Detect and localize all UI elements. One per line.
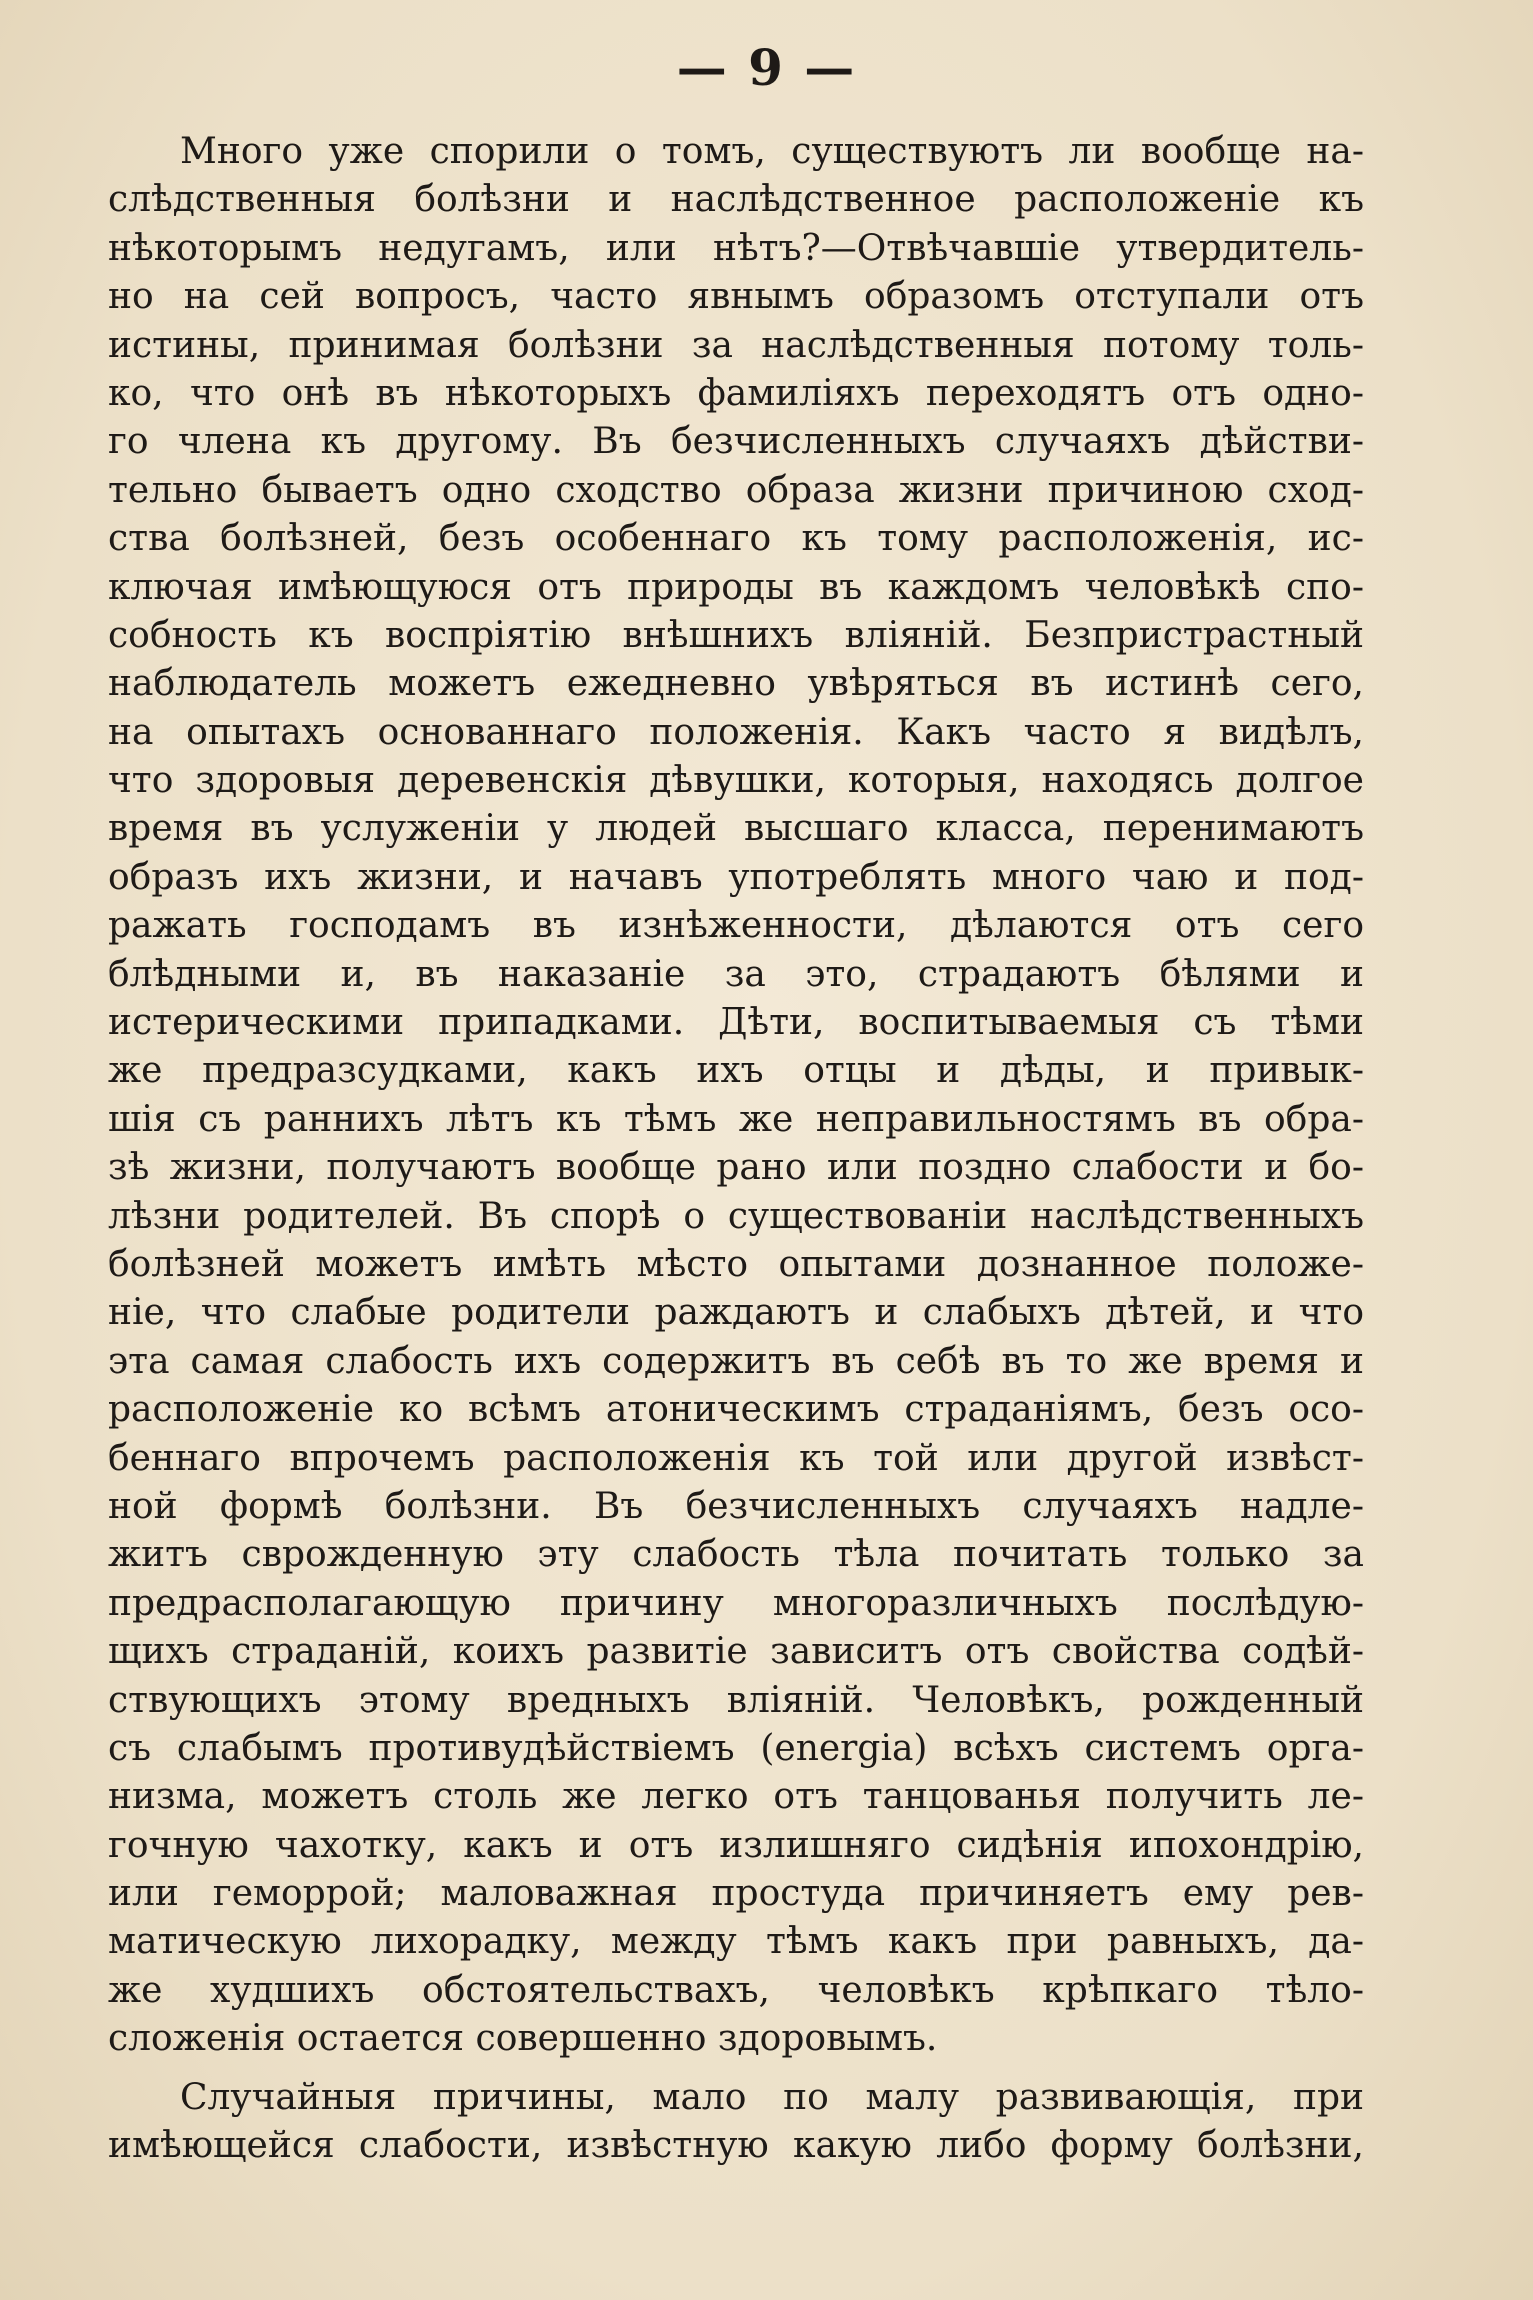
text-line: истины, принимая болѣзни за наслѣдственныя потому толь- — [108, 324, 1364, 366]
text-line: расположеніе ко всѣмъ атоническимъ страданіямъ, безъ осо- — [108, 1389, 1364, 1431]
text-line: ко, что онѣ въ нѣкоторыхъ фамиліяхъ переходятъ отъ одно- — [108, 372, 1364, 414]
text-line: ствующихъ этому вредныхъ вліяній. Человѣкъ, рожденный — [108, 1679, 1364, 1721]
text-line: ной формѣ болѣзни. Въ безчисленныхъ случаяхъ надле- — [108, 1485, 1364, 1527]
text-line: время въ услуженіи у людей высшаго класса, перенимаютъ — [108, 808, 1364, 850]
text-line: образъ ихъ жизни, и начавъ употреблять много чаю и под- — [108, 856, 1364, 898]
text-line: тельно бываетъ одно сходство образа жизни причиною сход- — [108, 469, 1364, 511]
text-line: болѣзней можетъ имѣть мѣсто опытами дознанное положе- — [108, 1243, 1364, 1285]
text-line: беннаго впрочемъ расположенія къ той или другой извѣст- — [108, 1437, 1364, 1479]
body-text — [108, 128, 1364, 2170]
text-line: матическую лихорадку, между тѣмъ какъ при равныхъ, да- — [108, 1921, 1364, 1963]
text-line: но на сей вопросъ, часто явнымъ образомъ отступали отъ — [108, 276, 1364, 318]
text-line: Случайныя причины, мало по малу развивающія, при — [180, 2076, 1364, 2118]
paragraph-gap — [108, 2064, 1364, 2074]
text-line: наблюдатель можетъ ежедневно увѣряться въ истинѣ сего, — [108, 663, 1364, 705]
text-line: ніе, что слабые родители раждаютъ и слабыхъ дѣтей, и что — [108, 1292, 1364, 1334]
text-line: имѣющейся слабости, извѣстную какую либо форму болѣзни, — [108, 2125, 1364, 2167]
paragraph-2 — [108, 2074, 1364, 2171]
text-line: ства болѣзней, безъ особеннаго къ тому расположенія, ис- — [108, 518, 1364, 560]
text-line: нѣкоторымъ недугамъ, или нѣтъ?—Отвѣчавшіе утвердитель- — [108, 227, 1364, 269]
text-line: гочную чахотку, какъ и отъ излишняго сидѣнія ипохондрію, — [108, 1824, 1364, 1866]
text-line: щихъ страданій, коихъ развитіе зависитъ отъ свойства содѣй- — [108, 1631, 1364, 1673]
text-line: что здоровыя деревенскія дѣвушки, которыя, находясь долгое — [108, 760, 1364, 802]
text-line: эта самая слабость ихъ содержитъ въ себѣ въ то же время и — [108, 1340, 1364, 1382]
text-line: шія съ раннихъ лѣтъ къ тѣмъ же неправильностямъ въ обра- — [108, 1098, 1364, 1140]
text-line: блѣдными и, въ наказаніе за это, страдаютъ бѣлями и — [108, 953, 1364, 995]
text-line: на опытахъ основаннаго положенія. Какъ часто я видѣлъ, — [108, 711, 1364, 753]
page-number: — 9 — — [676, 38, 857, 97]
paragraph-1 — [108, 128, 1364, 2064]
text-line: житъ сврожденную эту слабость тѣла почитать только за — [108, 1534, 1364, 1576]
text-line: го члена къ другому. Въ безчисленныхъ случаяхъ дѣйстви- — [108, 421, 1364, 463]
text-line: ключая имѣющуюся отъ природы въ каждомъ человѣкѣ спо- — [108, 566, 1364, 608]
text-line: или геморрой; маловажная простуда причиняетъ ему рев- — [108, 1873, 1364, 1915]
text-line: Много уже спорили о томъ, существуютъ ли вообще на- — [180, 131, 1364, 172]
text-line: сложенія остается совершенно здоровымъ. — [108, 2018, 938, 2060]
text-line: предрасполагающую причину многоразличныхъ послѣдую- — [108, 1582, 1364, 1624]
text-line: же предразсудками, какъ ихъ отцы и дѣды, и привык- — [108, 1050, 1364, 1092]
text-line: истерическими припадками. Дѣти, воспитываемыя съ тѣми — [108, 1002, 1364, 1044]
text-line: же худшихъ обстоятельствахъ, человѣкъ крѣпкаго тѣло- — [108, 1969, 1364, 2011]
text-line: зѣ жизни, получаютъ вообще рано или поздно слабости и бо- — [108, 1147, 1364, 1189]
text-line: лѣзни родителей. Въ спорѣ о существованіи наслѣдственныхъ — [108, 1195, 1364, 1237]
text-line: съ слабымъ противудѣйствіемъ (energia) всѣхъ системъ орга- — [108, 1727, 1364, 1769]
text-line: низма, можетъ столь же легко отъ танцованья получить ле- — [108, 1776, 1364, 1818]
text-line: слѣдственныя болѣзни и наслѣдственное расположеніе къ — [108, 179, 1364, 221]
text-line: ражать господамъ въ изнѣженности, дѣлаются отъ сего — [108, 905, 1364, 947]
text-line: собность къ воспріятію внѣшнихъ вліяній. Безпристрастный — [108, 614, 1364, 656]
